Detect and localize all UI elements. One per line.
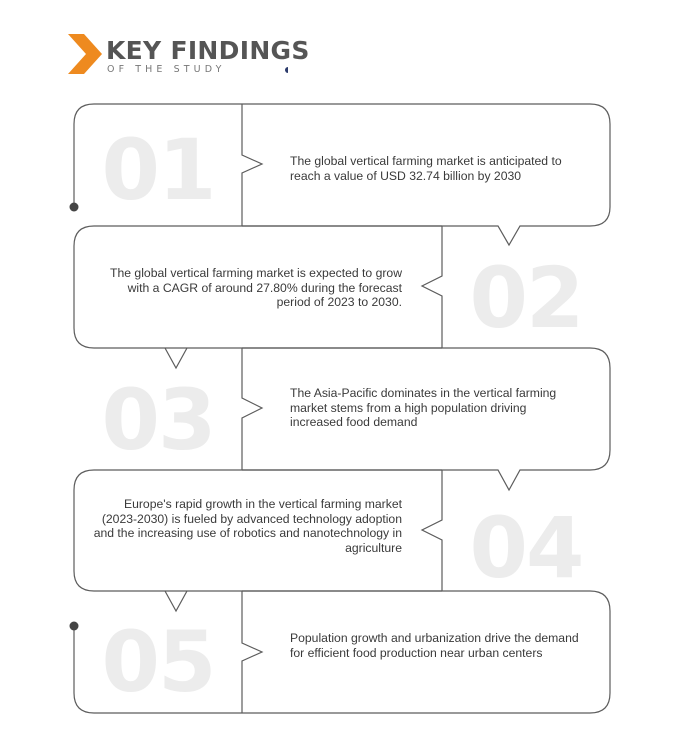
finding-number-05: 05	[101, 613, 215, 711]
finding-number-03: 03	[101, 371, 215, 469]
finding-text-01: The global vertical farming market is anticipated to reach a value of USD 32.74 billion by 2030	[290, 154, 562, 183]
finding-number-04: 04	[469, 499, 583, 597]
finding-text-03: The Asia-Pacific dominates in the vertical farming market stems from a high population driving increased food demand	[290, 386, 557, 430]
finding-text-02: The global vertical farming market is expected to grow with a CAGR of around 27.80% during the forecast period of 2023 to 2030.	[110, 266, 402, 310]
finding-text-04: Europe's rapid growth in the vertical farming market (2023-2030) is fueled by advanced technology adoption and the increasing use of robotics and nanotechnology in agriculture	[93, 497, 402, 555]
page-title: KEY FINDINGS	[106, 36, 310, 65]
finding-number-02: 02	[469, 249, 583, 347]
page-subtitle: OF THE STUDY	[107, 64, 226, 75]
finding-text-05: Population growth and urbanization drive the demand for efficient food production near urban centers	[290, 631, 579, 660]
finding-number-01: 01	[101, 121, 215, 219]
